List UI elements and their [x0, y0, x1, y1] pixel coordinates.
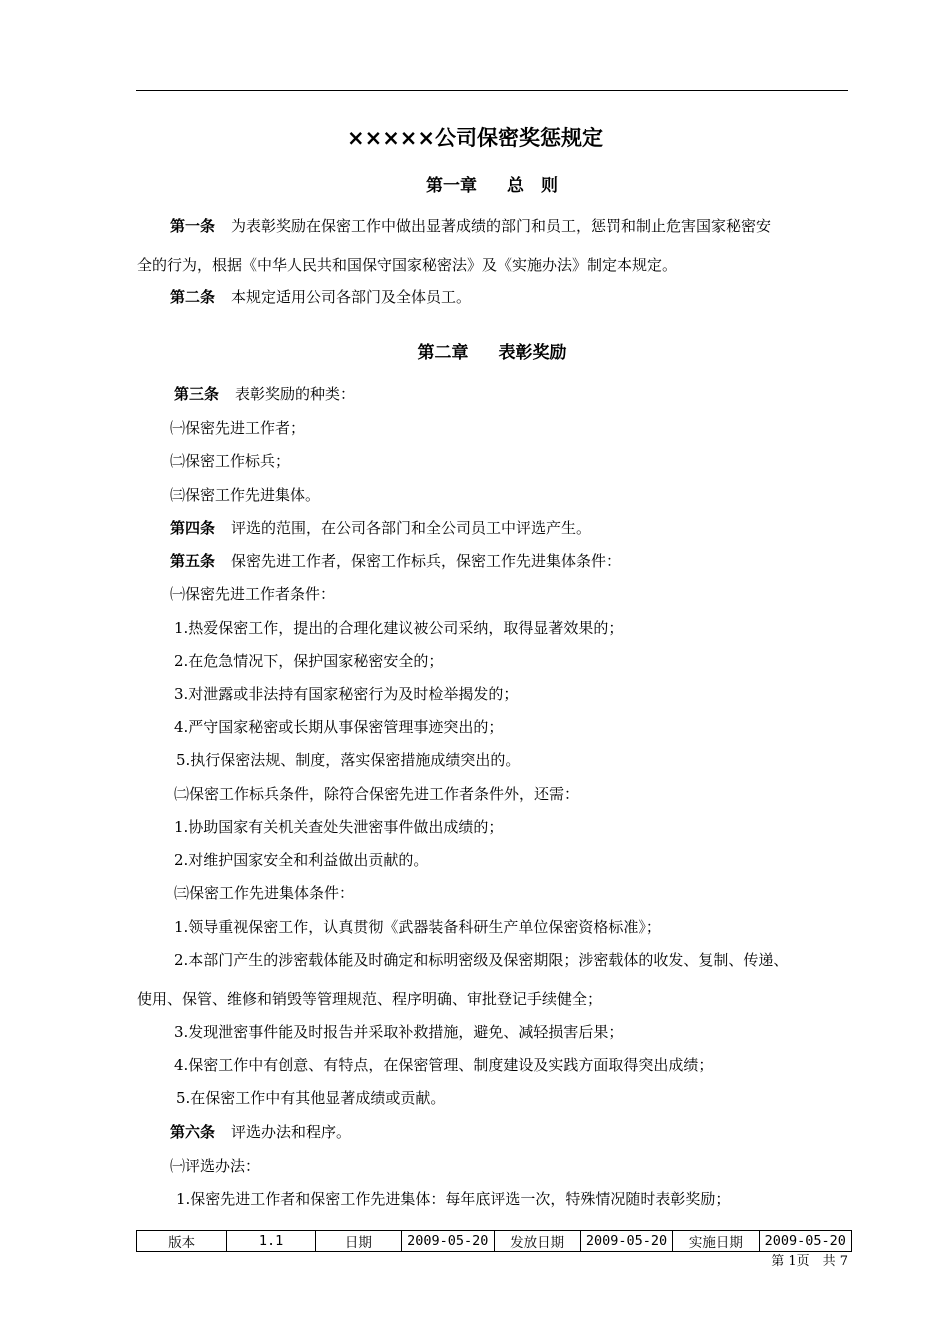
list-item: 4.严守国家秘密或长期从事保密管理事迹突出的； — [174, 718, 504, 736]
issue-date-label: 发放日期 — [494, 1231, 580, 1252]
list-item: ㈠保密先进工作者条件： — [170, 585, 336, 603]
list-item: ㈢保密工作先进集体条件： — [174, 884, 355, 902]
date-label: 日期 — [315, 1231, 401, 1252]
table-row — [137, 1231, 852, 1252]
effective-date-label: 实施日期 — [673, 1231, 759, 1252]
list-item: 1.协助国家有关机关查处失泄密事件做出成绩的； — [174, 818, 504, 836]
article-line — [170, 215, 771, 236]
article-label: 第六条 — [170, 1123, 216, 1141]
issue-date-value: 2009-05-20 — [580, 1231, 672, 1252]
article-text: 为表彰奖励在保密工作中做出显著成绩的部门和员工，惩罚和制止危害国家秘密安 — [231, 217, 772, 235]
article-line — [137, 254, 677, 275]
list-item: 3.对泄露或非法持有国家秘密行为及时检举揭发的； — [174, 685, 519, 703]
article-line — [170, 550, 621, 571]
article-label: 第一条 — [170, 217, 216, 235]
article-line — [170, 517, 591, 538]
version-label: 版本 — [137, 1231, 227, 1252]
chapter-number: 第二章 — [417, 343, 469, 363]
header-rule — [136, 90, 848, 91]
list-item: 2.本部门产生的涉密载体能及时确定和标明密级及保密期限；涉密载体的收发、复制、传递、 — [174, 951, 789, 969]
list-item: 4.保密工作中有创意、有特点，在保密管理、制度建设及实践方面取得突出成绩； — [174, 1056, 714, 1074]
chapter-heading — [0, 171, 950, 196]
page-number: 第 1页 共 7 — [771, 1254, 848, 1269]
list-item: 1.保密先进工作者和保密工作先进集体：每年底评选一次，特殊情况随时表彰奖励； — [176, 1190, 731, 1208]
chapter-heading — [0, 338, 950, 363]
list-item: 3.发现泄密事件能及时报告并采取补救措施，避免、减轻损害后果； — [174, 1023, 624, 1041]
article-text: 评选的范围，在公司各部门和全公司员工中评选产生。 — [231, 519, 592, 537]
article-label: 第五条 — [170, 552, 216, 570]
list-item: ㈠评选办法： — [170, 1157, 261, 1175]
article-text: 评选办法和程序。 — [231, 1123, 352, 1141]
article-text: 全的行为，根据《中华人民共和国保守国家秘密法》及《实施办法》制定本规定。 — [137, 256, 678, 274]
article-text: 本规定适用公司各部门及全体员工。 — [231, 288, 472, 306]
article-text: 保密先进工作者，保密工作标兵，保密工作先进集体条件： — [231, 552, 622, 570]
list-item: ㈢保密工作先进集体。 — [170, 486, 321, 504]
document-title: ×××××公司保密奖惩规定 — [347, 126, 603, 150]
list-item: 2.对维护国家安全和利益做出贡献的。 — [174, 851, 429, 869]
list-item: ㈠保密先进工作者； — [170, 419, 306, 437]
list-item: 5.在保密工作中有其他显著成绩或贡献。 — [176, 1089, 446, 1107]
list-item: ㈡保密工作标兵条件，除符合保密先进工作者条件外，还需： — [174, 785, 580, 803]
list-item: ㈡保密工作标兵； — [170, 452, 291, 470]
date-value: 2009-05-20 — [402, 1231, 494, 1252]
article-line — [174, 383, 355, 404]
list-item: 2.在危急情况下，保护国家秘密安全的； — [174, 652, 444, 670]
chapter-name: 表彰奖励 — [498, 343, 567, 363]
effective-date-value: 2009-05-20 — [759, 1231, 851, 1252]
version-value: 1.1 — [227, 1231, 315, 1252]
article-label: 第四条 — [170, 519, 216, 537]
article-line — [170, 286, 471, 307]
article-line — [170, 1121, 351, 1142]
article-label: 第二条 — [170, 288, 216, 306]
article-text: 表彰奖励的种类： — [235, 385, 356, 403]
chapter-name: 总 则 — [507, 176, 558, 196]
article-label: 第三条 — [174, 385, 220, 403]
chapter-number: 第一章 — [426, 176, 477, 196]
list-item: 1.热爱保密工作，提出的合理化建议被公司采纳，取得显著效果的； — [174, 619, 624, 637]
list-item: 使用、保管、维修和销毁等管理规范、程序明确、审批登记手续健全； — [137, 990, 603, 1008]
list-item: 1.领导重视保密工作，认真贯彻《武器装备科研生产单位保密资格标准》； — [174, 918, 661, 936]
list-item: 5.执行保密法规、制度，落实保密措施成绩突出的。 — [176, 751, 521, 769]
footer-info-table — [136, 1230, 852, 1252]
